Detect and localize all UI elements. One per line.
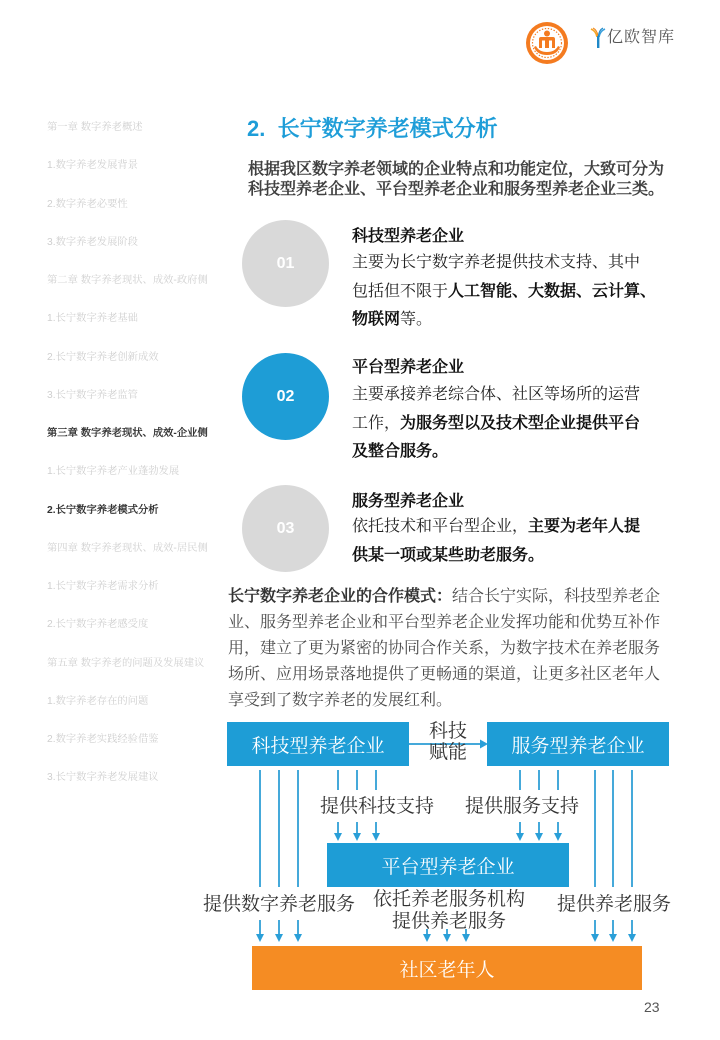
edge-label-tech-empower-2: 赋能 — [429, 742, 468, 763]
edge-label-platform-institutions-1: 依托养老服务机构 — [373, 889, 526, 910]
bold-text-segment: 人工智能、大数据、云计算、 — [448, 282, 657, 300]
toc-item-1-2[interactable]: 2.数字养老必要性 — [47, 198, 128, 210]
edge-label-tech-support: 提供科技支持 — [320, 796, 435, 817]
enterprise-type-title: 科技型养老企业 — [352, 228, 465, 245]
cooperation-mode-paragraph — [228, 584, 660, 714]
toc-item-1-3[interactable]: 3.数字养老发展阶段 — [47, 236, 138, 248]
node-tech-enterprise: 科技型养老企业 — [227, 722, 409, 766]
toc-item-4-2[interactable]: 2.长宁数字养老感受度 — [47, 619, 149, 631]
enterprise-type-description — [352, 513, 640, 570]
node-service-enterprise: 服务型养老企业 — [487, 722, 669, 766]
toc-item-2-3[interactable]: 3.长宁数字养老监管 — [47, 389, 138, 401]
edge-label-elderly-service: 提供养老服务 — [557, 894, 672, 915]
enterprise-type-title: 服务型养老企业 — [352, 493, 465, 510]
edge-label-platform-institutions-2: 提供养老服务 — [392, 911, 507, 932]
edge-label-service-support: 提供服务支持 — [465, 796, 580, 817]
bold-text-segment: 及整合服务。 — [352, 443, 449, 460]
toc-item-2-1[interactable]: 1.长宁数字养老基础 — [47, 313, 138, 325]
bold-text-segment: 物联网 — [352, 311, 401, 328]
toc-item-3-2-active[interactable]: 2.长宁数字养老模式分析 — [47, 504, 159, 516]
bold-text-segment: 供某一项或某些助老服务。 — [352, 546, 545, 564]
paragraph-line: 业、服务型养老企业和平台型养老企业发挥功能和优势互补作 — [228, 614, 661, 631]
number-badge-03: 03 — [242, 485, 329, 572]
toc-item-3-1[interactable]: 1.长宁数字养老产业蓬勃发展 — [47, 466, 180, 478]
paragraph-line: 场所、应用场景落地提供了更畅通的渠道，让更多社区老年人 — [228, 666, 661, 683]
toc-item-5-1[interactable]: 1.数字养老存在的问题 — [47, 695, 149, 707]
enterprise-type-title: 平台型养老企业 — [352, 359, 465, 376]
number-badge-01: 01 — [242, 220, 329, 307]
brand-name: 亿欧智库 — [607, 29, 676, 46]
paragraph-line: 享受到了数字养老的发展红利。 — [228, 692, 453, 709]
table-of-contents-sidebar — [47, 121, 229, 810]
edge-label-tech-empower-1: 科技 — [429, 721, 468, 742]
paragraph-line: 结合长宁实际，科技型养老企 — [452, 588, 661, 605]
text-segment: 等。 — [400, 311, 433, 328]
text-segment: 包括但不限于 — [352, 282, 449, 300]
toc-item-4-1[interactable]: 1.长宁数字养老需求分析 — [47, 581, 159, 592]
toc-chapter-5[interactable]: 第五章 数字养老的问题及发展建议 — [47, 657, 205, 669]
edge-label-digital-elderly-service: 提供数字养老服务 — [203, 894, 356, 915]
node-platform-enterprise: 平台型养老企业 — [327, 843, 569, 887]
section-title: 2. 长宁数字养老模式分析 — [247, 116, 498, 141]
text-segment: 主要为长宁数字养老提供技术支持、其中 — [352, 254, 641, 271]
text-segment: 工作， — [352, 414, 401, 432]
bold-text-segment: 主要为老年人提 — [528, 518, 641, 535]
intro-line: 科技型养老企业、平台型养老企业和服务型养老企业三类。 — [248, 180, 665, 198]
toc-chapter-4[interactable]: 第四章 数字养老现状、成效-居民侧 — [47, 542, 208, 554]
enterprise-type-description — [352, 249, 656, 335]
section-intro — [248, 160, 664, 199]
text-segment: 依托技术和平台型企业， — [352, 518, 529, 535]
toc-item-5-3[interactable]: 3.长宁数字养老发展建议 — [47, 772, 159, 784]
toc-item-5-2[interactable]: 2.数字养老实践经验借鉴 — [47, 734, 159, 745]
node-community-elderly: 社区老年人 — [252, 946, 642, 990]
bold-text-segment: 为服务型以及技术型企业提供平台 — [400, 414, 641, 432]
paragraph-line: 用，建立了更为紧密的协同合作关系，为数字技术在养老服务 — [228, 640, 661, 657]
text-segment: 主要承接养老综合体、社区等场所的运营 — [352, 386, 641, 403]
toc-chapter-3-active[interactable]: 第三章 数字养老现状、成效-企业侧 — [47, 428, 208, 439]
yiou-y-logo-icon — [590, 27, 606, 49]
elderly-care-emblem-icon — [525, 21, 569, 65]
toc-chapter-1[interactable]: 第一章 数字养老概述 — [47, 122, 143, 133]
toc-item-2-2[interactable]: 2.长宁数字养老创新成效 — [47, 351, 159, 363]
page-number: 23 — [644, 999, 660, 1015]
toc-chapter-2[interactable]: 第二章 数字养老现状、成效-政府侧 — [47, 275, 208, 286]
paragraph-lead: 长宁数字养老企业的合作模式： — [228, 588, 453, 605]
enterprise-type-description — [352, 381, 640, 467]
number-badge-02: 02 — [242, 353, 329, 440]
intro-line: 根据我区数字养老领域的企业特点和功能定位，大致可分为 — [248, 161, 665, 178]
toc-item-1-1[interactable]: 1.数字养老发展背景 — [47, 160, 138, 172]
